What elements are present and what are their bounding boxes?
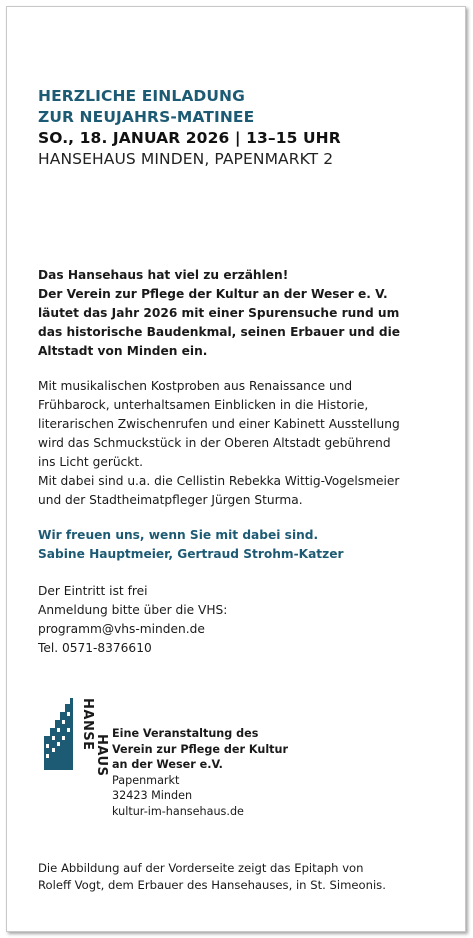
lead-line: Altstadt von Minden ein. <box>38 344 208 358</box>
description-line: Frühbarock, unterhaltsamen Einblicken in die Historie, <box>38 398 369 412</box>
organizer-website: kultur-im-hansehaus.de <box>112 804 244 818</box>
house-facade-icon <box>44 698 73 770</box>
image-credit-footer <box>38 860 386 894</box>
invitation-title-line-1: HERZLICHE EINLADUNG <box>38 87 245 105</box>
event-header <box>38 86 438 170</box>
organizer-city: 32423 Minden <box>112 789 193 802</box>
lead-line: Das Hansehaus hat viel zu erzählen! <box>38 268 289 282</box>
organizer-title: an der Weser e.V. <box>112 758 223 771</box>
organizer-street: Papenmarkt <box>112 773 180 787</box>
registration-email: programm@vhs-minden.de <box>38 622 205 636</box>
description-paragraph <box>38 377 438 510</box>
hansehaus-logo <box>40 692 109 777</box>
lead-line: läutet das Jahr 2026 mit einer Spurensuche rund um <box>38 306 400 320</box>
description-line: Mit dabei sind u.a. die Cellistin Rebekka Wittig-Vogelsmeier <box>38 474 400 488</box>
event-date: SO., 18. JANUAR 2026 | 13–15 UHR <box>38 129 341 147</box>
description-line: und der Stadtheimatpfleger Jürgen Sturma. <box>38 493 303 507</box>
event-venue: HANSEHAUS MINDEN, PAPENMARKT 2 <box>38 150 334 168</box>
logo-word-1: HANSE <box>80 698 95 751</box>
footer-line: Roleff Vogt, dem Erbauer des Hansehauses, in St. Simeonis. <box>38 878 386 892</box>
lead-line: Der Verein zur Pflege der Kultur an der Weser e. V. <box>38 287 388 301</box>
organizer-title: Verein zur Pflege der Kultur <box>112 742 289 756</box>
registration-text: Anmeldung bitte über die VHS: <box>38 603 228 617</box>
thanks-line: Wir freuen uns, wenn Sie mit dabei sind. <box>38 528 319 542</box>
admission-text: Der Eintritt ist frei <box>38 584 148 598</box>
registration-phone: Tel. 0571-8376610 <box>38 641 152 655</box>
organizer-title: Eine Veranstaltung des <box>112 727 259 740</box>
admission-info <box>38 582 438 658</box>
footer-line: Die Abbildung auf der Vorderseite zeigt das Epitaph von <box>38 861 364 875</box>
host-names: Sabine Hauptmeier, Gertraud Strohm-Katzer <box>38 547 344 561</box>
description-line: literarischen Zwischenrufen und einer Kabinett Ausstellung <box>38 417 400 431</box>
thanks-paragraph <box>38 526 438 564</box>
logo-word-2: HAUS <box>94 734 109 777</box>
organizer-block <box>112 726 288 819</box>
description-line: wird das Schmuckstück in der Oberen Altstadt gebührend <box>38 436 391 450</box>
lead-paragraph <box>38 266 438 361</box>
invitation-title-line-2: ZUR NEUJAHRS-MATINEE <box>38 108 255 126</box>
lead-line: das historische Baudenkmal, seinen Erbauer und die <box>38 325 401 339</box>
description-line: ins Licht gerückt. <box>38 455 143 469</box>
description-line: Mit musikalischen Kostproben aus Renaissance und <box>38 379 353 393</box>
